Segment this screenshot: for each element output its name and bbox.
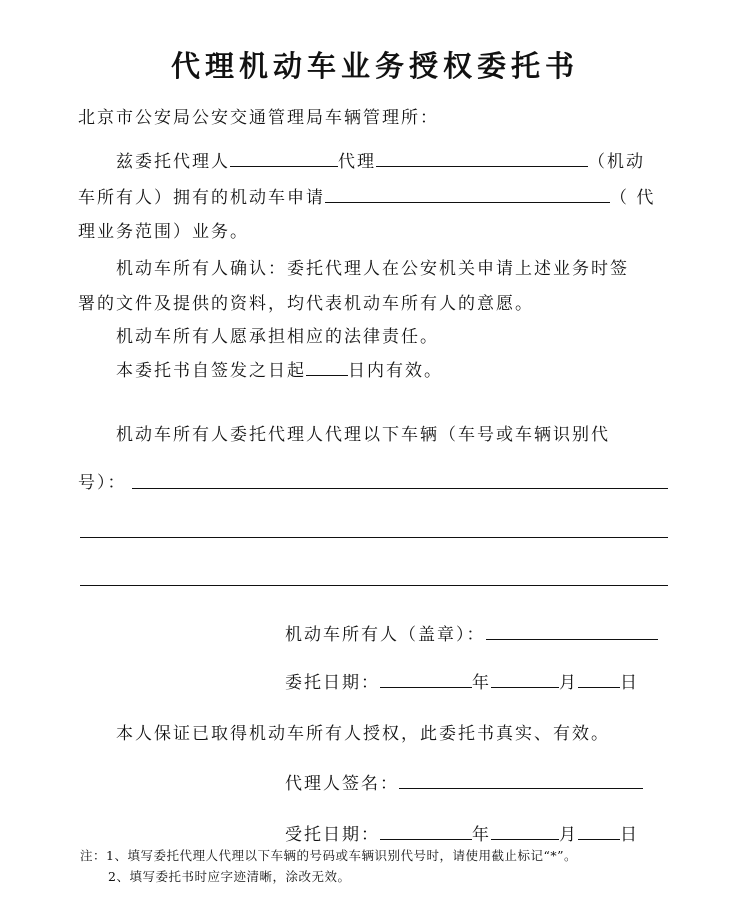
accept-year-label: 年 — [472, 825, 491, 845]
para1-text-d: 车所有人）拥有的机动车申请 — [78, 188, 325, 208]
vehicles-line2: 号）： — [78, 473, 127, 493]
vehicle-blank-3[interactable] — [80, 585, 668, 586]
para1-line3: 理业务范围）业务。 — [78, 222, 249, 242]
vehicle-blank-1[interactable] — [132, 488, 668, 489]
note-1: 注：1、填写委托代理人代理以下车辆的号码或车辆识别代号时，请使用截止标记“*”。 — [80, 848, 577, 863]
para2-line1: 机动车所有人确认：委托代理人在公安机关申请上述业务时签 — [116, 259, 629, 279]
document-title: 代理机动车业务授权委托书 — [170, 49, 579, 83]
para4 — [116, 356, 443, 381]
owner-seal-blank[interactable] — [486, 638, 658, 640]
addressee: 北京市公安局公安交通管理局车辆管理所： — [78, 108, 439, 128]
vehicles-line1: 机动车所有人委托代理人代理以下车辆（车号或车辆识别代 — [116, 425, 610, 445]
agent-sign-blank[interactable] — [399, 787, 643, 789]
accept-date-row — [285, 820, 639, 845]
agent-name-blank[interactable] — [230, 165, 338, 167]
para1-text-c: （机动 — [588, 152, 645, 172]
entrust-year-blank[interactable] — [380, 686, 472, 688]
owner-seal-label: 机动车所有人（盖章）： — [285, 625, 486, 645]
agent-sign-row — [285, 769, 643, 794]
note-2: 2、填写委托书时应字迹清晰，涂改无效。 — [108, 869, 351, 884]
guarantee: 本人保证已取得机动车所有人授权，此委托书真实、有效。 — [116, 724, 610, 744]
para1-line1 — [116, 147, 645, 172]
para4-text-b: 日内有效。 — [348, 361, 443, 381]
business-scope-blank[interactable] — [325, 201, 610, 203]
valid-days-blank[interactable] — [306, 374, 348, 376]
accept-date-label: 受托日期： — [285, 825, 380, 845]
entrust-day-blank[interactable] — [578, 686, 620, 688]
para1-text-a: 兹委托代理人 — [116, 152, 230, 172]
accept-day-label: 日 — [620, 825, 639, 845]
para4-text-a: 本委托书自签发之日起 — [116, 361, 306, 381]
para1-text-e: （ 代 — [610, 188, 656, 208]
accept-day-blank[interactable] — [578, 838, 620, 840]
entrust-day-label: 日 — [620, 673, 639, 693]
para1-text-b: 代理 — [338, 152, 376, 172]
accept-year-blank[interactable] — [380, 838, 472, 840]
entrust-month-blank[interactable] — [491, 686, 559, 688]
para3: 机动车所有人愿承担相应的法律责任。 — [116, 327, 439, 347]
owner-seal-row — [285, 620, 658, 645]
accept-month-blank[interactable] — [491, 838, 559, 840]
entrust-month-label: 月 — [559, 673, 578, 693]
accept-month-label: 月 — [559, 825, 578, 845]
vehicle-blank-2[interactable] — [80, 537, 668, 538]
owner-name-blank[interactable] — [376, 165, 588, 167]
para1-line2 — [78, 183, 655, 208]
entrust-year-label: 年 — [472, 673, 491, 693]
entrust-date-label: 委托日期： — [285, 673, 380, 693]
agent-sign-label: 代理人签名： — [285, 774, 399, 794]
para2-line2: 署的文件及提供的资料，均代表机动车所有人的意愿。 — [78, 294, 534, 314]
entrust-date-row — [285, 668, 639, 693]
